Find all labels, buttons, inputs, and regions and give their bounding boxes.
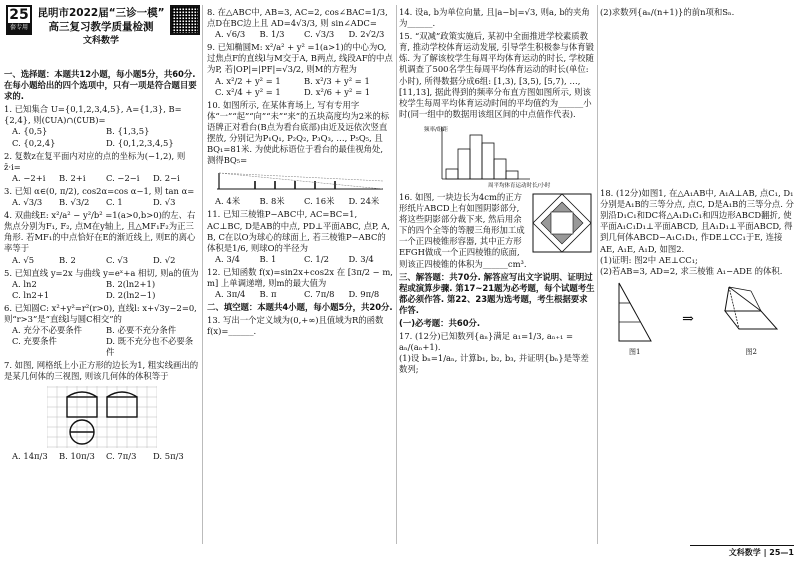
page-footer: 文科数学 | 25—1 (690, 545, 794, 559)
q7-opt-a: A. 14π/3 (12, 450, 48, 461)
q14-stem: 14. 设a, b为单位向量, 且|a−b|=√3, 则a, b的夹角为______. (399, 7, 590, 29)
q10-opt-b: B. 8米 (259, 196, 285, 207)
q2-opt-d: D. 2−i (153, 172, 180, 183)
badge-subtitle: 套专用 (9, 24, 28, 31)
q3-options (4, 197, 200, 208)
q15-stem: 15. “双减”政策实施后, 某初中全面推进学校素质教育, 推动学校体育运动发展, 引导学生积极参与体育锻炼. 为了解该校学生每周平均体育运动的时长, 学校随机调查了500名学生每周平均体育运动的时长(单位: 小时), 所得数据分成6组: [1,3), [3,5), [5,7), …, [11,13], 据此得到的频率分布直方图如图所示, 则该校学生每周平均体育运动时间的平均值约为______小时(同一组中的数据用该组区间的中点值作代表). (399, 31, 594, 119)
q5-opt-c: C. ln2+1 (12, 289, 50, 300)
q18-fig2-caption: 图2 (745, 347, 758, 356)
q7-opt-d: D. 5π/3 (153, 450, 184, 461)
q11-opt-c: C. 1/2 (304, 253, 329, 264)
q8-opt-a: A. √6/3 (215, 29, 246, 40)
q1-options (4, 126, 200, 148)
q5-options (4, 279, 200, 301)
column-divider (396, 5, 397, 544)
q17-part-1: (1)设 bₙ=1/aₙ, 计算b₁, b₂, b₃, 并证明{bₙ}是等差数列; (399, 353, 589, 375)
q12-opt-b: B. π (259, 289, 277, 300)
question-14 (399, 7, 595, 29)
q12-opt-c: C. 7π/8 (304, 289, 335, 300)
q9-options (207, 76, 393, 98)
square-paper-figure (531, 192, 593, 254)
q4-opt-b: B. 2 (59, 254, 76, 265)
q4-opt-c: C. √3 (106, 254, 129, 265)
q2-opt-a: A. −2+i (12, 172, 46, 183)
q5-stem: 5. 已知直线 y=2x 与曲线 y=eˣ+a 相切, 则a的值为 (4, 267, 199, 278)
question-1 (4, 104, 200, 148)
q3-opt-b: B. √3/2 (59, 197, 90, 208)
q9-opt-a: A. x²/2 + y² = 1 (215, 75, 281, 86)
q7-opt-c: C. 7π/3 (106, 450, 137, 461)
section-fill: 二、填空题：本题共4小题，每小题5分，共20分. (207, 302, 393, 313)
q9-opt-d: D. x²/6 + y² = 1 (304, 86, 371, 97)
question-3 (4, 186, 200, 208)
q11-stem: 11. 已知三棱锥P−ABC中, AC=BC=1, AC⊥BC, D是AB的中点, PD⊥平面ABC, 点P, A, B, C在以O为球心的球面上, 若三棱锥P−ABC的体积是1/6, 则球O的半径为 (207, 209, 390, 253)
question-10 (207, 100, 393, 208)
set-badge (6, 5, 32, 35)
q4-stem: 4. 双曲线E: x²/a² − y²/b² =1(a>0,b>0)的左、右焦点分别为F₁, F₂, 点M在y轴上, 且△MF₁F₂为正三角形. 若MF₁的中点恰好在E的渐近线上, 则E的离心率等于 (4, 210, 196, 254)
q12-opt-d: D. 9π/8 (348, 289, 380, 300)
q3-stem: 3. 已知 α∈(0, π/2), cos2α=cos α−1, 则 tan α= (4, 185, 195, 196)
question-15 (399, 31, 595, 189)
title-line-2: 高三复习教学质量检测 (48, 21, 154, 33)
q9-opt-c: C. x²/4 + y² = 1 (215, 86, 281, 97)
q6-opt-a: A. 充分不必要条件 (12, 325, 82, 336)
q4-opt-a: A. √5 (12, 254, 35, 265)
q8-stem: 8. 在△ABC中, AB=3, AC=2, cos∠BAC=1/3, 点D在BC边上且 AD=4√3/3, 则 sin∠ADC= (207, 7, 388, 29)
q10-stem: 10. 如图所示, 在某体育场上, 写有专用字体“一”“起”“向”“未”“来”的五块高度均为2米的标语牌正对看台(B点为看台底部)由近及远依次竖直摆放, 分别记为P₁Q₁, P₂Q₂, P₃Q₃, …, P₅Q₅, 且BQ₁=81米. 为使此标语位于看台的最佳视角处, 测得BQ₅= (207, 99, 390, 166)
q6-options (4, 325, 200, 358)
q7-opt-b: B. 10π/3 (59, 450, 95, 461)
q11-options (207, 254, 393, 265)
question-5 (4, 268, 200, 301)
title-line-3: 文科数学 (82, 36, 119, 46)
q6-opt-d: D. 既不充分也不必要条件 (106, 336, 194, 358)
q10-opt-d: D. 24米 (348, 196, 380, 207)
q5-opt-b: B. 2(ln2+1) (106, 278, 156, 289)
column-3 (399, 5, 595, 544)
q8-opt-d: D. 2√2/3 (348, 29, 385, 40)
q8-opt-c: C. √3/3 (304, 29, 335, 40)
q12-stem: 12. 已知函数 f(x)=sin2x+cos2x 在 [3π/2 − m, m] 上单调递增, 则m的最大值为 (207, 266, 393, 288)
section-solve: 三、解答题：共70分. 解答应写出文字说明、证明过程或演算步骤. 第17~21题为必考题，每个试题考生都必须作答. 第22、23题为选考题，考生根据要求作答. (399, 271, 595, 315)
q10-options (207, 196, 393, 207)
q10-opt-c: C. 16米 (304, 196, 335, 207)
q18-stem: 18. (12分)如图1, 在△A₁AB中, A₁A⊥AB, 点C₁, D₁分别是A₁B的三等分点, 点C, D是A₁B的三等分点. 分别沿D₁C₁和DC将△A₁D₁C₁和四边形ABCD翻折, 使平面A₁C₁D₁⊥平面ABCD, 且A₁D₁⊥平面ABCD, 得到几何体ABCD−A₁C₁D₁, 作DE⊥CC₁于E, 连接AE, A₁E, A₁D, 如图2. (600, 188, 794, 254)
three-view-grid-figure (47, 386, 157, 448)
q17-part-2: (2)求数列{aₙ/(n+1)}的前n项和Sₙ. (600, 7, 735, 17)
q2-stem: 2. 复数z在复平面内对应的点的坐标为(−1,2), 则z̄·i= (4, 150, 186, 172)
q6-opt-b: B. 必要不充分条件 (106, 325, 177, 336)
q7-stem: 7. 如图, 网格纸上小正方形的边长为1, 粗实线画出的是某几何体的三视图, 则该几何体的体积等于 (4, 360, 199, 382)
q4-opt-d: D. √2 (153, 254, 176, 265)
q18-part-1: (1)证明: 图2中 AE⊥CC₁; (600, 254, 698, 265)
q16-stem: 16. 如图, 一块边长为4cm的正方形纸片ABCD上有如图阴影部分, 将这些阴影部分裁下来, 然后用余下的四个全等的等腰三角形加工成一个正四棱锥形容器, 其中正方形EFGH做成一个正四棱锥的底面, 则该正四棱锥的体积为______cm³. (399, 191, 527, 269)
q12-options (207, 289, 393, 300)
badge-number: 25 (9, 7, 29, 23)
q18-part-2: (2)若AB=3, AD=2, 求三棱锥 A₁−ADE 的体积. (600, 265, 783, 276)
column-4 (600, 5, 796, 544)
q9-opt-b: B. x²/3 + y² = 1 (304, 75, 370, 86)
q3-opt-d: D. √3 (153, 197, 176, 208)
question-7 (4, 360, 200, 461)
histogram-xlabel: 周平均体育运动时长/小时 (488, 182, 551, 189)
question-13 (207, 315, 393, 337)
q13-stem: 13. 写出一个定义域为(0,+∞)且值域为R的函数 f(x)=______. (207, 315, 384, 337)
section-choice: 一、选择题：本题共12小题，每小题5分，共60分. 在每小题给出的四个选项中，只有一项是符合题目要求的. (4, 69, 197, 102)
q11-opt-a: A. 3/4 (215, 253, 240, 264)
question-11 (207, 209, 393, 264)
title-line-1: 昆明市2022届“三诊一模” (37, 7, 165, 19)
question-12 (207, 267, 393, 300)
question-4 (4, 210, 200, 265)
q3-opt-c: C. 1 (106, 197, 123, 208)
triangle-figure-1 (613, 281, 657, 345)
exam-header (4, 5, 200, 67)
q1-opt-a: A. {0,5} (12, 126, 48, 137)
q18-fig1-caption: 图1 (628, 347, 641, 356)
question-18 (600, 188, 796, 357)
column-2 (207, 5, 393, 544)
frequency-histogram (422, 123, 572, 189)
q3-opt-a: A. √3/3 (12, 197, 43, 208)
column-divider (202, 5, 203, 544)
q11-opt-b: B. 1 (259, 253, 277, 264)
question-9 (207, 42, 393, 97)
histogram-ylabel: 频率/组距 (424, 126, 448, 133)
question-8 (207, 7, 393, 40)
q6-opt-c: C. 充要条件 (12, 336, 57, 347)
solid-figure-2 (719, 281, 783, 345)
question-17-cont (600, 7, 796, 18)
q7-options (4, 451, 200, 462)
q1-stem: 1. 已知集合 U={0,1,2,3,4,5}, A={1,3}, B={2,4}, 则(∁UA)∩(∁UB)= (4, 104, 182, 126)
q9-stem: 9. 已知椭圆M: x²/a² + y² =1(a>1)的中心为O, 过焦点F的直线l与M交于A, B两点, 线段AF的中点为P, 若|OP|=|PF|=√3/2, 则M的方程为 (207, 42, 393, 75)
q6-stem: 6. 已知圆C: x²+y²=r²(r>0), 直线l: x+√3y−2=0, 则“r>3”是“直线l与圆C相交”的 (4, 302, 197, 324)
q2-opt-b: B. 2+i (59, 172, 86, 183)
q8-opt-b: B. 1/3 (259, 29, 285, 40)
question-2 (4, 151, 200, 184)
q5-opt-d: D. 2(ln2−1) (106, 289, 156, 300)
question-17 (399, 331, 595, 375)
q12-opt-a: A. 3π/4 (215, 289, 246, 300)
q1-opt-b: B. {1,3,5} (106, 126, 150, 137)
q11-opt-d: D. 3/4 (348, 253, 374, 264)
q10-opt-a: A. 4米 (215, 196, 241, 207)
qr-code-icon (170, 5, 200, 35)
column-divider (597, 5, 598, 544)
q18-fig1-wrap (613, 281, 657, 357)
q4-options (4, 255, 200, 266)
arrow-icon: ⇒ (682, 310, 694, 327)
q1-opt-d: D. {0,1,2,3,4,5} (106, 137, 174, 148)
q2-options (4, 173, 200, 184)
q18-figures (600, 281, 796, 357)
section-required: (一)必考题：共60分. (399, 317, 481, 328)
q5-opt-a: A. ln2 (12, 278, 37, 289)
q2-opt-c: C. −2−i (106, 172, 140, 183)
q1-opt-c: C. {0,2,4} (12, 137, 56, 148)
q8-options (207, 29, 393, 40)
column-1 (4, 5, 200, 544)
question-6 (4, 303, 200, 358)
q17-stem: 17. (12分)已知数列{aₙ}满足 a₁=1/3, aₙ₊₁ = aₙ/(aₙ+1). (399, 331, 573, 353)
q18-fig2-wrap (719, 281, 783, 357)
exam-title (36, 6, 166, 48)
stadium-signs-figure (215, 169, 385, 193)
question-16 (399, 192, 595, 270)
